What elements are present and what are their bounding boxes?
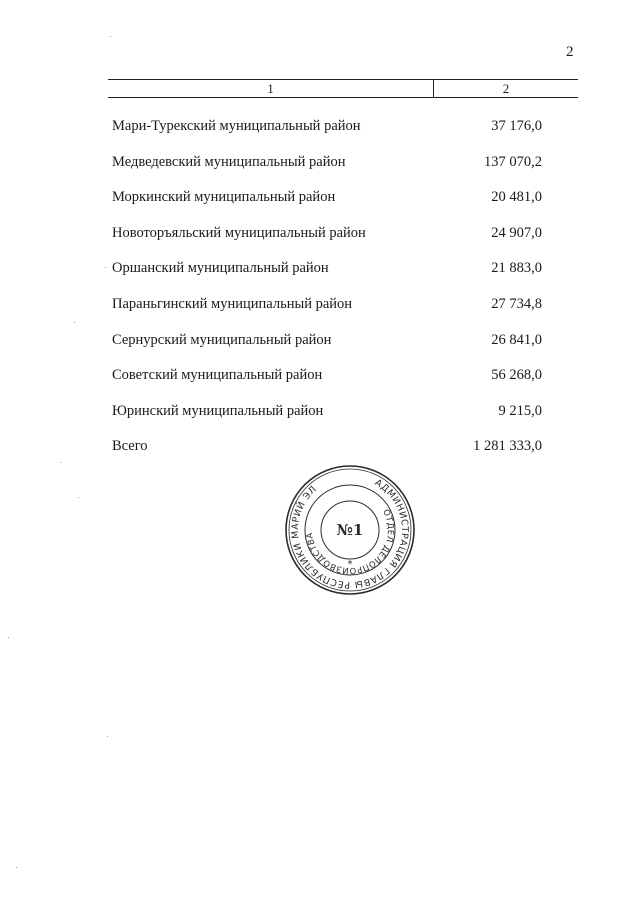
stamp-seal: [284, 464, 416, 596]
district-name: Оршанский муниципальный район: [112, 260, 329, 277]
column-header-2: 2: [502, 81, 510, 96]
district-name: Сернурский муниципальный район: [112, 331, 332, 348]
district-value: 27 734,8: [491, 295, 542, 312]
stamp-outer-text: АДМИНИСТРАЦИЯ ГЛАВЫ РЕСПУБЛИКИ МАРИЙ ЭЛ: [289, 477, 411, 591]
table-body: [112, 116, 542, 472]
district-value: 21 883,0: [491, 260, 542, 277]
district-name: Медведевский муниципальный район: [112, 153, 346, 170]
column-header-1: 1: [267, 81, 274, 96]
scan-speck: [107, 736, 108, 737]
table-row: [112, 152, 542, 188]
district-value: 20 481,0: [491, 189, 542, 206]
scan-speck: [16, 867, 17, 868]
district-value: 24 907,0: [491, 224, 542, 241]
scan-speck: [105, 267, 106, 268]
stamp-star: *: [347, 559, 353, 570]
table-row: [112, 223, 542, 259]
district-value: 9 215,0: [498, 402, 542, 419]
district-name: Новоторъяльский муниципальный район: [112, 224, 366, 241]
district-value: 26 841,0: [491, 331, 542, 348]
table-header: [108, 79, 578, 98]
total-label: Всего: [112, 438, 148, 455]
table-row: [112, 187, 542, 223]
table-row: [112, 401, 542, 437]
scan-speck: [74, 322, 75, 323]
scan-speck: [78, 497, 79, 498]
district-value: 137 070,2: [484, 153, 542, 170]
district-name: Юринский муниципальный район: [112, 402, 324, 419]
district-name: Параньгинский муниципальный район: [112, 295, 353, 312]
scan-speck: [8, 637, 9, 638]
district-name: Моркинский муниципальный район: [112, 189, 336, 206]
table-row: [112, 258, 542, 294]
table-row: [112, 294, 542, 330]
table-row: [112, 365, 542, 401]
stamp-number: №1: [336, 521, 364, 539]
district-value: 37 176,0: [491, 118, 542, 134]
page-number: 2: [566, 44, 574, 60]
stamp-inner-text: ОТДЕЛ ДЕЛОПРОИЗВОДСТВА: [303, 507, 397, 577]
district-value: 56 268,0: [491, 367, 542, 384]
district-name: Советский муниципальный район: [112, 367, 323, 384]
scan-speck: [110, 36, 111, 37]
table-row: [112, 116, 542, 152]
official-stamp: [284, 464, 416, 596]
table-row: [112, 330, 542, 366]
total-value: 1 281 333,0: [473, 438, 542, 455]
district-name: Мари-Турекский муниципальный район: [112, 118, 361, 134]
scan-speck: [60, 462, 61, 463]
